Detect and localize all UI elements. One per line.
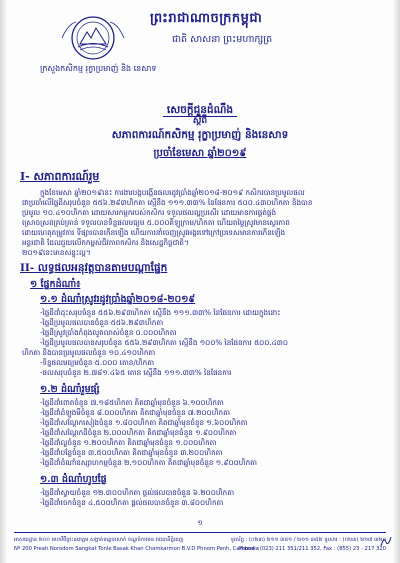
footer-address-khmer: អាសយដ្ឋាន ២០០ មហាវិថីព្រះនរោត្តម សង្កាត់ទន្លេបាសាក់ ខណ្ឌចំការមន រាជធានីភ្នំពេញ bbox=[14, 537, 184, 543]
mixed-crop-line: -ផ្ទៃដីដាំដំឡូងមីចំនួន ៨.០០០ហិកតា គិតជាឆ្នាំមុនចំនួន ៧.២០០ហិកតា bbox=[40, 408, 230, 417]
rice-line: ហិកតា និងបានប្រមូលផលចំនួន ១០.៤១០ហិកតា bbox=[22, 348, 156, 357]
page-footer bbox=[14, 532, 386, 556]
section-2-heading: II- លទ្ធផលអនុវត្តបានតាមបណ្តាផ្នែក bbox=[20, 262, 168, 274]
document-subject: សភាពការណ៍កសិកម្ម រុក្ខាប្រមាញ់ និងនេសាទ bbox=[111, 129, 289, 141]
mixed-crop-line: -ផ្ទៃដីដាំពោតចំនួន ៧.១៨៥ហិកតា គិតជាឆ្នាំមុនចំនួន ៦.១០០ហិកតា bbox=[40, 398, 224, 407]
mixed-crop-line: -ផ្ទៃដីដាំល្ងចំនួន ១.២០០ហិកតា គិតជាឆ្នាំមុនចំនួន ១.០០០ហិកតា bbox=[40, 438, 217, 447]
page-number: ១ bbox=[197, 519, 203, 527]
fruit-crop-line: -ផ្ទៃដីដាំចេកចំនួន ៤.៥០០ហិកតា ផ្តល់ផលបានចំនួន ៣.៨០០ហិកតា bbox=[40, 498, 224, 507]
rice-line: -ផលសរុបចំនួន ២.៧៨១.៤៦៥ តោន ស្មើនឹង ១១១.៣៣% នៃផែនការ bbox=[40, 368, 232, 377]
ministry-name: ក្រសួងកសិកម្ម រុក្ខាប្រមាញ់ និង នេសាទ bbox=[40, 64, 157, 73]
mixed-crop-line: -ផ្ទៃដីដាំបន្លែចំនួន ៣.៥០០ហិកតា គិតជាឆ្នាំមុនចំនួន ៣.២០០ហិកតា bbox=[40, 448, 223, 457]
footer-phone-khmer: ទូរស័ព្ទ : (០២៣) ២១១ ៣៥១ / ២១១ ៣៥២ ទូរសារ : (០២៣) ២១៧ ៣២០ bbox=[230, 537, 386, 543]
mixed-crop-line: -ផ្ទៃដីដាំសណ្តែកដីចំនួន ២.០០០ហិកតា គិតជាឆ្នាំមុនចំនួន ១.៩០០ហិកតា bbox=[40, 428, 237, 437]
footer-row-english bbox=[14, 546, 386, 556]
document-about: ស្តីពី bbox=[192, 116, 208, 126]
subsection-mixed-crops: ១.២ ដំណាំរួមផ្សំ bbox=[40, 384, 100, 395]
header-titles bbox=[150, 10, 340, 47]
section-1-line: ប្រមូល ១០.៤១០ហិកតា ដោយសារកម្មករបស់កសិករ ទទួលផលល្អប្រសើរ ដោយមានការផ្គត់ផ្គង់ bbox=[22, 208, 277, 217]
section-1-heading: I- សភាពការណ៍រួម bbox=[20, 170, 100, 183]
page-edge-left bbox=[0, 0, 6, 563]
kingdom-title: ព្រះរាជាណាចក្រកម្ពុជា bbox=[150, 11, 263, 26]
section-1-line: ដោយហេតុតម្រូវការ ទីផ្សារបានកើនឡើង ហើយការនាំចេញស្រូវអង្ករទៅក្រៅប្រទេសមានការកើនឡើង bbox=[22, 228, 286, 237]
footer-row-khmer bbox=[14, 536, 386, 546]
subsection-dry-season-rice: ១.១ ដំណាំស្រូវរដូវប្រាំងឆ្នាំ២០១៨-២០១៩ bbox=[40, 294, 196, 305]
mixed-crop-line: -ផ្ទៃដីដាំដំណាំឧស្សាហកម្មចំនួន ២.១០០ហិកតា គិតជាឆ្នាំមុនចំនួន ១.៩០០ហិកតា bbox=[40, 458, 257, 467]
subsection-crops: ១ ផ្នែកដំណាំ៖ bbox=[30, 279, 81, 290]
section-1-line: អន្តរជាតិ ដែលជួយលើកកម្ពស់ជីវភាពកសិករ និងសេដ្ឋកិច្ចជាតិ។ bbox=[22, 238, 189, 247]
section-1-line: ក្នុងខែមេសា ឆ្នាំ២០១៩នេះ ការងារបង្កបង្កើនផលរដូវប្រាំងឆ្នាំ២០១៨-២០១៩ កសិករបានប្រមូលផល bbox=[40, 188, 305, 197]
section-1-line: ជាប្រចាំលើផ្ទៃដីសរុបចំនួន ៥៥៦.២៩៣ហិកតា ស្មើនឹង ១១១.៣៣% នៃផែនការ ៥០០.៤៣០ហិកតា និងបាន bbox=[22, 198, 313, 207]
rice-line: -ផ្ទៃដីដាំដុះសរុបចំនួន ៥៥៦.២៩៣ហិកតា ស្មើនឹង ១១១.៣៣% នៃផែនការ ដោយក្នុងនោះ bbox=[40, 308, 281, 317]
document-period: ប្រចាំខែមេសា ឆ្នាំ២០១៩ bbox=[153, 148, 247, 159]
rice-line: -ផ្ទៃដីប្រមូលផលបានចំនួន ៥៥៦.២៩៣ហិកតា bbox=[40, 318, 164, 327]
national-motto: ជាតិ សាសនា ព្រះមហាក្សត្រ bbox=[172, 34, 273, 45]
ministry-emblem-icon bbox=[58, 14, 128, 62]
footer-phone-english: Phone : (023) 211 351/211 352, Fax : (855) 23 - 217 320 bbox=[238, 546, 386, 552]
footer-address-english: Nº 200 Preah Norodom Sangkat Tonle Basak Khan Chamkarmon B.V.D Phnom Penh, Cambodia bbox=[14, 546, 259, 552]
rice-line: -ផ្ទៃដីប្រមូលផលបានសរុបចំនួន ៥៥៦.២៩៣ហិកតា ស្មើនឹង ១០០% នៃផែនការ ៥០០.៤៣០ bbox=[40, 338, 288, 347]
subsection-fruit-crops: ១.៣ ដំណាំហូបផ្លែ bbox=[40, 474, 107, 485]
section-1-line: ២០១៩នេះមានសន្ទុះល្អ។ bbox=[22, 248, 91, 257]
initials-signature bbox=[380, 534, 392, 548]
page-edge-right bbox=[394, 0, 400, 563]
mixed-crop-line: -ផ្ទៃដីដាំសណ្តែកសៀងចំនួន ១.៨០០ហិកតា គិតជាឆ្នាំមុនចំនួន ១.៦០០ហិកតា bbox=[40, 418, 248, 427]
document-type-label: សេចក្តីជូនដំណឹង bbox=[163, 104, 237, 117]
rice-line: -ផ្ទៃដីស្រូវប្រាំងកំពុងលូតលាស់ចំនួន ០.០០០ហិកតា bbox=[40, 328, 177, 337]
rice-line: -ទិន្នផលមធ្យមចំនួន ៥.០០០ តោន/ហិកតា bbox=[40, 358, 155, 367]
fruit-crop-line: -ផ្ទៃដីដាំស្វាយចំនួន ១២.៣០០ហិកតា ផ្តល់ផលបានចំនួន ៦.២០០ហិកតា bbox=[40, 488, 235, 497]
section-1-line: ស្រោចស្រពគ្រប់គ្រាន់ ទទួលបានទិន្នផលមធ្យម ៥.០០០គីឡូក្រាម/ហិកតា ហើយតម្លៃស្រូវមានស្ថេរភាព bbox=[22, 218, 290, 227]
